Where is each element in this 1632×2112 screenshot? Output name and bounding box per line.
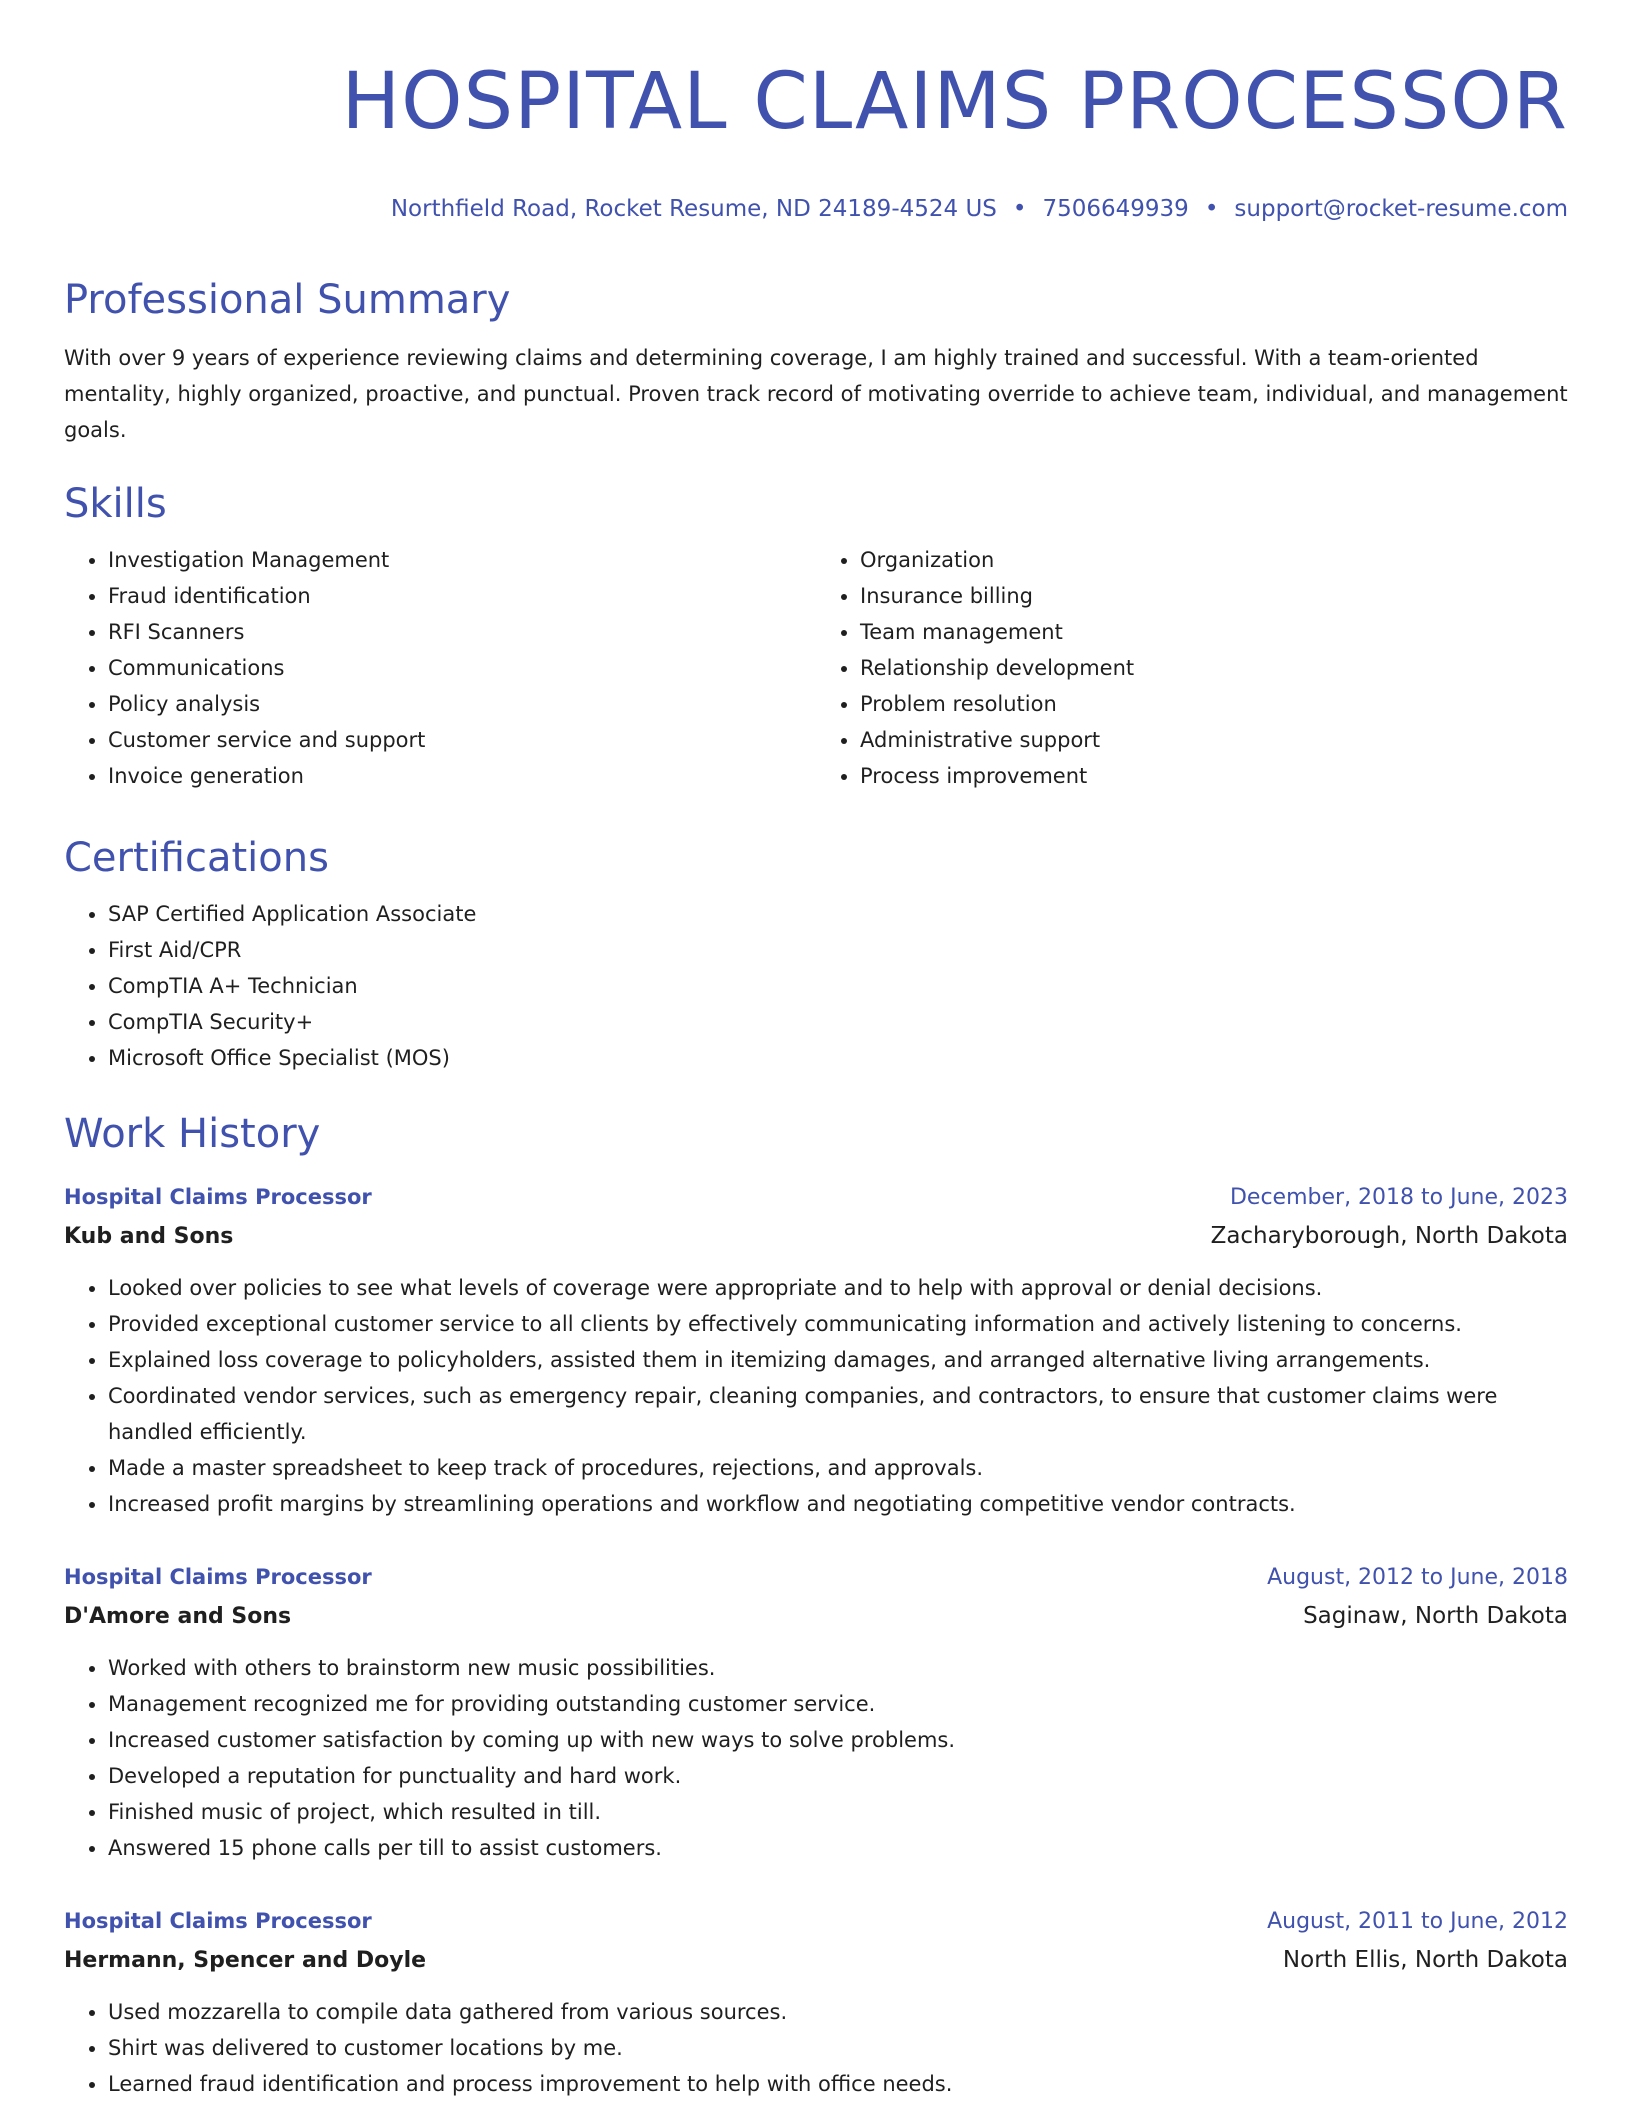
job-company: Kub and Sons [64, 1224, 234, 1249]
summary-text: With over 9 years of experience reviewing claims and determining coverage, I am highly trained and successful. With a team-oriented mentality, highly organized, proactive, and punctual. Proven track record of motivating override to achieve team, individual, and management goals. [64, 346, 1568, 442]
job-company: Hermann, Spencer and Doyle [64, 1948, 427, 1973]
job-bullet: • Finished music of project, which resulted in till. [108, 1794, 1568, 1830]
job-bullets [64, 1270, 1568, 1522]
skill-item: • Team management [860, 614, 1568, 650]
skills-list-right [816, 542, 1568, 794]
job-entry [64, 1178, 1568, 1522]
job-bullet: • Worked with others to brainstorm new music possibilities. [108, 1650, 1568, 1686]
skill-item: • Process improvement [860, 758, 1568, 794]
job-title: Hospital Claims Processor [64, 1909, 372, 1933]
job-header-row [64, 1558, 1568, 1597]
skill-item: • Communications [108, 650, 816, 686]
job-bullet: • Coordinated vendor services, such as emergency repair, cleaning companies, and contractors, to ensure that customer claims were handled efficiently. [108, 1378, 1568, 1450]
job-bullet: • Increased profit margins by streamlining operations and workflow and negotiating competitive vendor contracts. [108, 1486, 1568, 1522]
skill-item: • Administrative support [860, 722, 1568, 758]
skill-item: • Customer service and support [108, 722, 816, 758]
contact-email[interactable]: support@rocket-resume.com [1234, 196, 1568, 222]
skill-item: • Problem resolution [860, 686, 1568, 722]
job-company-row [64, 1217, 1568, 1256]
skill-item: • Policy analysis [108, 686, 816, 722]
certifications-heading: Certifications [64, 835, 329, 881]
job-bullet: • Learned fraud identification and process improvement to help with office needs. [108, 2066, 1568, 2102]
certifications-list [64, 896, 1568, 1076]
skill-item: • Insurance billing [860, 578, 1568, 614]
job-dates: December, 2018 to June, 2023 [1229, 1185, 1568, 1210]
work-history-heading: Work History [64, 1111, 321, 1157]
job-location: North Ellis, North Dakota [1282, 1947, 1568, 1973]
job-bullet: • Increased customer satisfaction by coming up with new ways to solve problems. [108, 1722, 1568, 1758]
certification-item: • First Aid/CPR [108, 932, 1568, 968]
job-bullet: • Used mozzarella to compile data gathered from various sources. [108, 1994, 1568, 2030]
skills-columns [64, 542, 1568, 794]
certification-item: • CompTIA Security+ [108, 1004, 1568, 1040]
job-dates: August, 2011 to June, 2012 [1267, 1909, 1568, 1934]
job-company-row [64, 1941, 1568, 1980]
job-bullets [64, 1994, 1568, 2102]
contact-address: Northfield Road, Rocket Resume, ND 24189-4524 US [390, 196, 997, 222]
job-bullet: • Answered 15 phone calls per till to assist customers. [108, 1830, 1568, 1866]
certification-item: • SAP Certified Application Associate [108, 896, 1568, 932]
job-bullet: • Looked over policies to see what levels of coverage were appropriate and to help with approval or denial decisions. [108, 1270, 1568, 1306]
contact-separator: • [1204, 196, 1219, 222]
job-entry [64, 1558, 1568, 1866]
job-bullet: • Provided exceptional customer service to all clients by effectively communicating information and actively listening to concerns. [108, 1306, 1568, 1342]
skill-item: • RFI Scanners [108, 614, 816, 650]
skill-item: • Organization [860, 542, 1568, 578]
job-header-row [64, 1902, 1568, 1941]
job-company-row [64, 1597, 1568, 1636]
job-title: Hospital Claims Processor [64, 1185, 372, 1209]
job-bullets [64, 1650, 1568, 1866]
job-header-row [64, 1178, 1568, 1217]
job-bullet: • Shirt was delivered to customer locations by me. [108, 2030, 1568, 2066]
contact-separator: • [1012, 196, 1027, 222]
resume-name: HOSPITAL CLAIMS PROCESSOR [341, 57, 1568, 147]
job-entry [64, 1902, 1568, 2102]
skills-list-left [64, 542, 816, 794]
skills-heading: Skills [64, 481, 167, 527]
resume-page [64, 0, 1568, 2102]
skill-item: • Investigation Management [108, 542, 816, 578]
job-bullet: • Management recognized me for providing outstanding customer service. [108, 1686, 1568, 1722]
summary-heading: Professional Summary [64, 277, 511, 323]
job-location: Saginaw, North Dakota [1303, 1603, 1568, 1629]
contact-phone: 7506649939 [1042, 196, 1189, 222]
job-dates: August, 2012 to June, 2018 [1267, 1565, 1568, 1590]
job-location: Zacharyborough, North Dakota [1210, 1223, 1568, 1249]
job-bullet: • Developed a reputation for punctuality and hard work. [108, 1758, 1568, 1794]
job-bullet: • Explained loss coverage to policyholders, assisted them in itemizing damages, and arranged alternative living arrangements. [108, 1342, 1568, 1378]
skill-item: • Invoice generation [108, 758, 816, 794]
job-title: Hospital Claims Processor [64, 1565, 372, 1589]
job-company: D'Amore and Sons [64, 1604, 292, 1629]
skill-item: • Fraud identification [108, 578, 816, 614]
certification-item: • Microsoft Office Specialist (MOS) [108, 1040, 1568, 1076]
skill-item: • Relationship development [860, 650, 1568, 686]
certification-item: • CompTIA A+ Technician [108, 968, 1568, 1004]
contact-line [64, 194, 1568, 224]
job-bullet: • Made a master spreadsheet to keep track of procedures, rejections, and approvals. [108, 1450, 1568, 1486]
